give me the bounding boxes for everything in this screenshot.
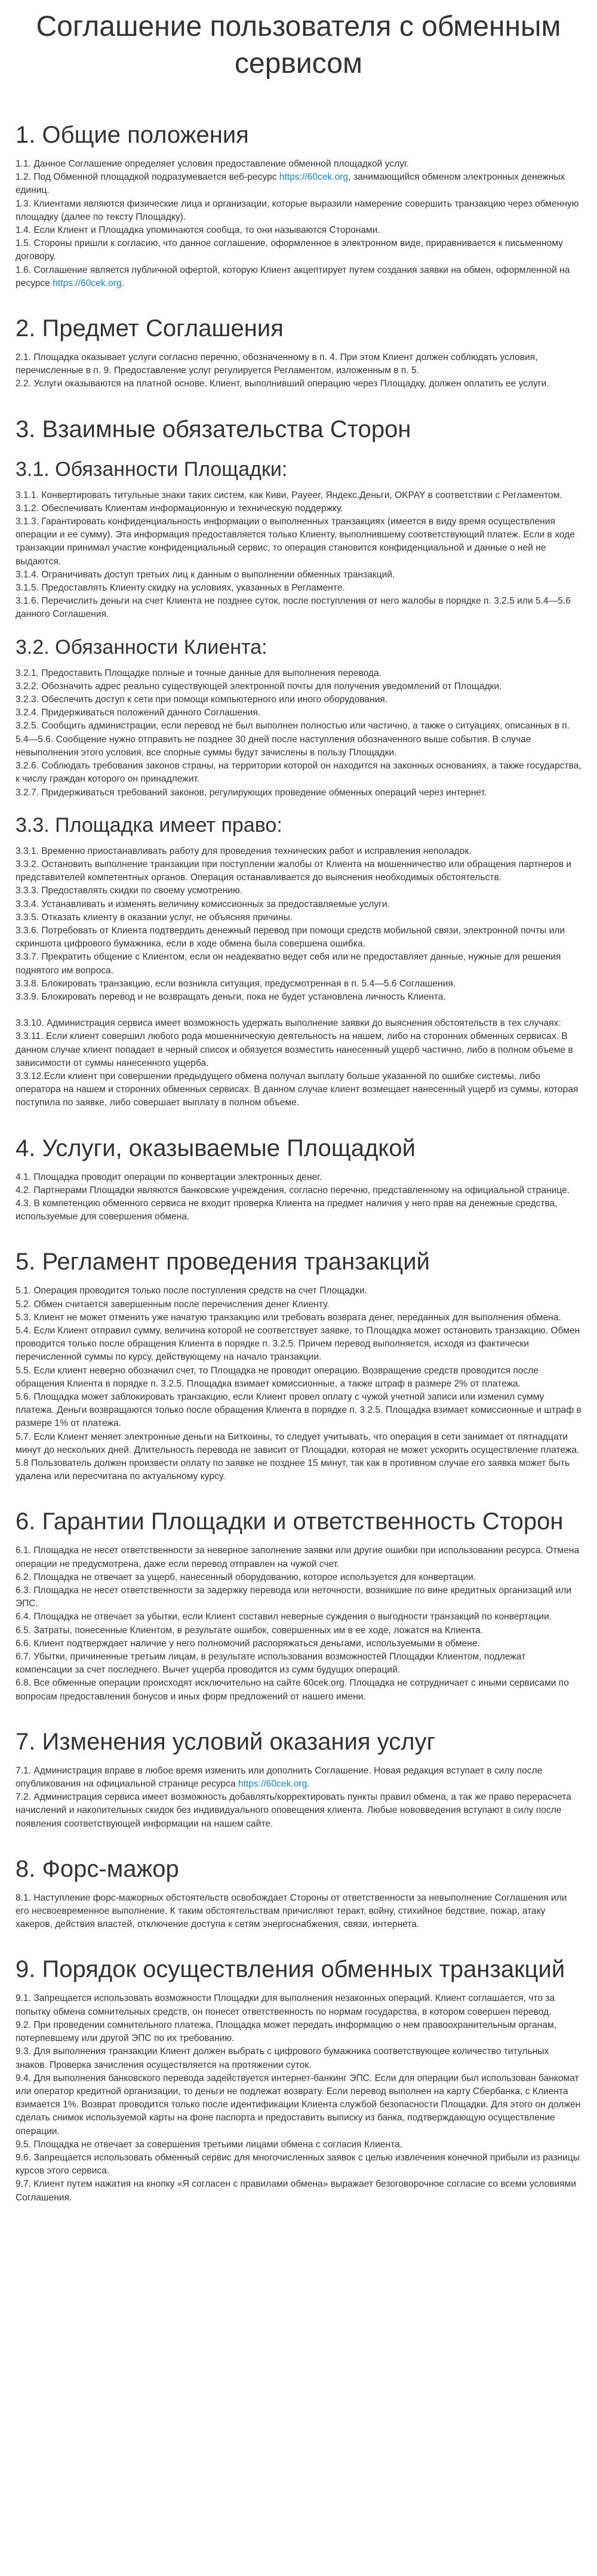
paragraph: 3.3.10. Администрация сервиса имеет возможность удержать выполнение заявки до выяснения обстоятельств в тех случаях: xyxy=(16,1018,561,1029)
paragraph: 3.2.4. Придерживаться положений данного Соглашения. xyxy=(16,708,261,718)
site-link[interactable]: https://60cek.org xyxy=(238,1779,307,1790)
paragraph: 3.3.5. Отказать клиенту в оказании услуг, не объясняя причины. xyxy=(16,912,293,923)
paragraph: 9.1. Запрещается использовать возможности Площадки для выполнения незаконных операций. Клиент соглашается, что за попытку обмена сомнительных средств, он понесет ответственность по нормам государства, в котором совершен перевод. xyxy=(16,1993,555,2017)
paragraph: 4.3. В компетенцию обменного сервиса не входит проверка Клиента на предмет наличия у него прав на денежные средства, используемые для совершения обмена. xyxy=(16,1198,558,1222)
paragraph: 3.2.2. Обозначить адрес реально существующей электронной почты для получения уведомлений от Площадки. xyxy=(16,681,502,691)
site-link[interactable]: https://60cek.org xyxy=(53,278,122,288)
paragraph: 5.6. Площадка может заблокировать транзакцию, если Клиент провел оплату с чужой учетной записи или изменил сумму платежа. Деньги возвращаются только после обращения Клиента в порядке п. 3.2.5. Площадка взимает комиссионные и штраф в размере 1% от платежа. xyxy=(16,1392,581,1429)
paragraph: 6.7. Убытки, причиненные третьим лицам, в результате использования возможностей Площадки Клиентом, подлежат компенсации за счет последнего. Вычет ущерба проводится из сумм будущих операций. xyxy=(16,1652,526,1676)
paragraph: 1.6. Соглашение является публичной офертой, которую Клиент акцептирует путем создания заявки на обмен, оформленной на ресурсе https://60cek.org. xyxy=(16,265,570,288)
paragraph: 5.8 Пользователь должен произвести оплату по заявке не позднее 15 минут, так как в противном случае его заявка может быть удалена или пересчитана по актуальному курсу. xyxy=(16,1458,570,1482)
paragraph: 3.3.2. Остановить выполнение транзакции при поступлении жалобы от Клиента на мошенничество или обращения партнеров и представителей компетентных органов. Операция останавливается до выяснения необходимых обстоятельств. xyxy=(16,859,572,883)
page-title: Соглашение пользователя с обменным сервисом xyxy=(36,11,561,79)
paragraph: 7.1. Администрация вправе в любое время изменить или дополнить Соглашение. Новая редакция вступает в силу после опубликования на официальной странице ресурса https://60cek.org. xyxy=(16,1765,543,1790)
paragraph: 3.2.7. Придерживаться требований законов, регулирующих проведение обменных операций через интернет. xyxy=(16,787,487,798)
paragraph: 3.1.4. Ограничивать доступ третьих лиц к данным о выполнении обменных транзакций. xyxy=(16,569,395,580)
agreement-content xyxy=(16,121,581,2205)
paragraph: 1.2. Под Обменной площадкой подразумевается веб-ресурс https://60cek.org, занимающийся обменом электронных денежных единиц. xyxy=(16,172,565,196)
paragraph: 6.5. Затраты, понесенные Клиентом, в результате ошибок, совершенных им в ее ходе, ложатся на Клиента. xyxy=(16,1625,484,1636)
paragraph: 3.1.1. Конвертировать титульные знаки таких систем, как Киви, Payeer, Яндекс.Деньги, OKPAY в соответствии с Регламентом. xyxy=(16,490,562,500)
paragraph: 6.1. Площадка не несет ответственности за неверное заполнение заявки или другие ошибки при использовании ресурса. Отмена операции не предусмотрена, даже если перевод отправлен на чужой счет. xyxy=(16,1545,580,1569)
paragraph: 9.6. Запрещается использовать обменный сервис для многочисленных заявок с целью извлечения конечной прибыли из разницы курсов этого сервиса. xyxy=(16,2152,580,2177)
section-heading: 7. Изменения условий оказания услуг xyxy=(16,1728,436,1755)
paragraph: 1.1. Данное Соглашение определяет условия предоставление обменной площадкой услуг. xyxy=(16,159,410,169)
paragraph: 3.3.12.Если клиент при совершении предыдущего обмена получал выплату больше указанной по ошибке системы, либо оператора на нашем и сторонних обменных сервисах. В данном случае клиент возмещает нанесенный ущерб из суммы, которая поступила по заявке, либо совершает выплату в полном объеме. xyxy=(16,1071,578,1108)
paragraph: 3.3.4. Устанавливать и изменять величину комиссионных за предоставляемые услуги. xyxy=(16,899,390,909)
paragraph: 5.4. Если Клиент отправил сумму, величина которой не соответствует заявке, то Площадка может остановить транзакцию. Обмен проводится только после обращения Клиента в порядке п. 3.2.5. Причем перевод выполняется, исходя из фактически перечисленной суммы по курсу, действующему на начало транзакции. xyxy=(16,1325,580,1363)
paragraph: 3.3.3. Предоставлять скидки по своему усмотрению. xyxy=(16,886,243,896)
paragraph: 9.4. Для выполнения банковского перевода задействуется интернет-банкинг ЭПС. Если для операции был использован банкомат или оператор кредитной организации, то деньги не подлежат возврату. Если перевод выполнен на карту Сбербанка, с Клиента взимается 1%. Возврат проводится только после идентификации Клиента службой безопасности Площадки. Для этого он должен сделать снимок используемой карты на фоне паспорта и предоставить выписку из банка, подтверждающую осуществление операции. xyxy=(16,2073,581,2137)
paragraph: 5.5. Если клиент неверно обозначил счет, то Площадка не проводит операцию. Возвращение средств проводится после обращения Клиента в порядке п. 3.2.5. Площадка взимает комиссионные, а также штраф в размере 2% от платежа. xyxy=(16,1365,539,1389)
paragraph: 9.5. Площадка не отвечает за совершения третьими лицами обмена с согласия Клиента. xyxy=(16,2139,403,2150)
paragraph: 3.3.1. Временно приостанавливать работу для проведения технических работ и исправления неполадок. xyxy=(16,846,472,856)
paragraph: 9.2. При проведении сомнительного платежа, Площадка может передать информацию о нем правоохранительным органам, потерпевшему или другой ЭПС по их требованию. xyxy=(16,2019,557,2044)
paragraph: 6.4. Площадка не отвечает за убытки, если Клиент составил неверные суждения о выгодности транзакций по конвертации. xyxy=(16,1612,552,1622)
paragraph: 5.3. Клиент не может отменить уже начатую транзакцию или требовать возврата денег, переданных для выполнения обмена. xyxy=(16,1312,561,1323)
subsection-heading: 3.2. Обязанности Клиента: xyxy=(16,635,267,659)
subsection-heading: 3.3. Площадка имеет право: xyxy=(16,813,282,837)
paragraph: 3.3.6. Потребовать от Клиента подтвердить денежный перевод при помощи средств мобильной связи, электронной почты или скриншота цифрового бумажника, если в ходе обмена была совершена ошибка. xyxy=(16,925,565,949)
section-heading: 9. Порядок осуществления обменных транзакций xyxy=(16,1956,565,1983)
section-heading: 6. Гарантии Площадки и ответственность Сторон xyxy=(16,1508,564,1535)
paragraph: 1.5. Стороны пришли к согласию, что данное соглашение, оформленное в электронном виде, приравнивается к письменному договору. xyxy=(16,238,563,262)
paragraph: 3.2.6. Соблюдать требования законов страны, на территории которой он находится на законных основаниях, а также государства, к числу граждан которого он принадлежит. xyxy=(16,761,581,785)
paragraph: 3.3.9. Блокировать перевод и не возвращать деньги, пока не будет установлена личность Клиента. xyxy=(16,991,446,1002)
paragraph: 1.3. Клиентами являются физические лица и организации, которые выразили намерение совершить транзакцию через обменную площадку (далее по тексту Площадку). xyxy=(16,198,579,222)
paragraph: 7.2. Администрация сервиса имеет возможность добавлять/корректировать пункты правил обмена, а так же право перерасчета начислений и накопительных скидок без индивидуального оповещения клиента. Любые нововведения вступают в силу после появления соответствующей информации на нашем сайте. xyxy=(16,1792,571,1829)
paragraph: 4.1. Площадка проводит операции по конвертации электронных денег. xyxy=(16,1172,322,1182)
section-heading: 8. Форс-мажор xyxy=(16,1855,179,1882)
paragraph: 2.1. Площадка оказывает услуги согласно перечню, обозначенному в п. 4. При этом Клиент должен соблюдать условия, перечисленные в п. 9. Предоставление услуг регулируется Регламентом, изложенным в п. 5. xyxy=(16,352,538,376)
section-heading: 3. Взаимные обязательства Сторон xyxy=(16,416,411,442)
paragraph: 6.3. Площадка не несет ответственности за задержку перевода или неточности, возникшие по вине кредитных организаций или ЭПС. xyxy=(16,1585,572,1609)
paragraph: 3.2.3. Обеспечить доступ к сети при помощи компьютерного или иного оборудования. xyxy=(16,694,388,705)
site-link[interactable]: https://60cek.org xyxy=(279,172,349,183)
section-heading: 2. Предмет Соглашения xyxy=(16,315,284,342)
paragraph: 5.1. Операция проводится только после поступления средств на счет Площадки. xyxy=(16,1286,367,1296)
section-heading: 4. Услуги, оказываемые Площадкой xyxy=(16,1135,416,1161)
paragraph: 3.2.5. Сообщить администрации, если перевод не был выполнен полностью или частично, а также о ситуациях, описанных в п. 5.4—5.6. Сообщение нужно отправить не позднее 30 дней после наступления обозначенного выше события. В случае невыполнения этого условия, все спорные суммы будут зачислены в пользу Площадки. xyxy=(16,721,570,758)
paragraph: 5.7. Если Клиент меняет электронные деньги на Биткоины, то следует учитывать, что операция в сети занимает от пятнадцати минут до нескольких дней. Длительность перевода не зависит от Площадки, которая не может ускорить осуществление платежа. xyxy=(16,1431,580,1455)
paragraph: 9.7. Клиент путем нажатия на кнопку «Я согласен с правилами обмена» выражает безоговорочное согласие со всеми условиями Соглашения. xyxy=(16,2179,577,2203)
paragraph: 1.4. Если Клиент и Площадка упоминаются сообща, то они называются Сторонами. xyxy=(16,225,380,236)
paragraph: 3.3.7. Прекратить общение с Клиентом, если он неадекватно ведет себя или не предоставляет данные, нужные для решения поднятого им вопроса. xyxy=(16,952,561,976)
paragraph: 5.2. Обмен считается завершенным после перечисления денег Клиенту. xyxy=(16,1299,330,1309)
paragraph: 3.1.3. Гарантировать конфиденциальность информации о выполненных транзакциях (имеется в виду время осуществления операции и ее сумму). Эта информация предоставляется только Клиенту, выполнившему соответствующий платеж. Если в ходе транзакции принимал участие конфиденциальный сервис, то операция становится конфиденциальной и данные о ней не выдаются. xyxy=(16,517,575,567)
section-heading: 1. Общие положения xyxy=(16,122,249,148)
paragraph: 3.1.6. Перечислить деньги на счет Клиента не позднее суток, после поступления от него жалобы в порядке п. 3.2.5 или 5.4—5.6 данного Соглашения. xyxy=(16,596,571,620)
paragraph: 6.6. Клиент подтверждает наличие у него полномочий распоряжаться деньгами, используемыми в обмене. xyxy=(16,1638,480,1649)
paragraph: 3.1.5. Предоставлять Клиенту скидку на условиях, указанных в Регламенте. xyxy=(16,583,345,594)
paragraph: 6.2. Площадка не отвечает за ущерб, нанесенный оборудованию, которое используется для конвертации. xyxy=(16,1572,476,1582)
paragraph: 4.2. Партнерами Площадки являются банковские учреждения, согласно перечню, представленному на официальной странице. xyxy=(16,1185,570,1195)
paragraph: 3.3.8. Блокировать транзакцию, если возникла ситуация, предусмотренная в п. 5.4—5.6 Соглашения. xyxy=(16,978,456,989)
paragraph: 9.3. Для выполнения транзакции Клиент должен выбрать с цифрового бумажника соответствующее количество титульных знаков. Проверка зачисления осуществляется на протяжении суток. xyxy=(16,2046,549,2070)
paragraph: 3.1.2. Обеспечивать Клиентам информационную и техническую поддержку. xyxy=(16,503,343,514)
section-heading: 5. Регламент проведения транзакций xyxy=(16,1249,430,1275)
subsection-heading: 3.1. Обязанности Площадки: xyxy=(16,457,288,481)
paragraph: 3.2.1. Предоставить Площадке полные и точные данные для выполнения перевода. xyxy=(16,668,382,678)
paragraph: 2.2. Услуги оказываются на платной основе. Клиент, выполнивший операцию через Площадку, должен оплатить ее услуги. xyxy=(16,379,549,389)
paragraph: 3.3.11. Если клиент совершил любого рода мошенническую деятельность на нашем, либо на сторонних обменных сервисах. В данном случае клиент попадает в черный список и обязуется возместить нанесенный ущерб частично, либо в полном объеме в зависимости от суммы нанесенного ущерба. xyxy=(16,1031,573,1068)
paragraph: 6.8. Все обменные операции происходят исключительно на сайте 60cek.org. Площадка не сотрудничает с иными сервисами по вопросам предоставления бонусов и иных форм предложений от нашего имени. xyxy=(16,1678,569,1702)
paragraph: 8.1. Наступление форс-мажорных обстоятельств освобождает Стороны от ответственности за невыполнение Соглашения или его несвоевременное выполнение. К таким обстоятельствам причисляют теракт, войну, стихийное бедствие, пожар, атаку хакеров, действия властей, отключение доступа к сетям энергоснабжения, связи, интернета. xyxy=(16,1892,567,1930)
